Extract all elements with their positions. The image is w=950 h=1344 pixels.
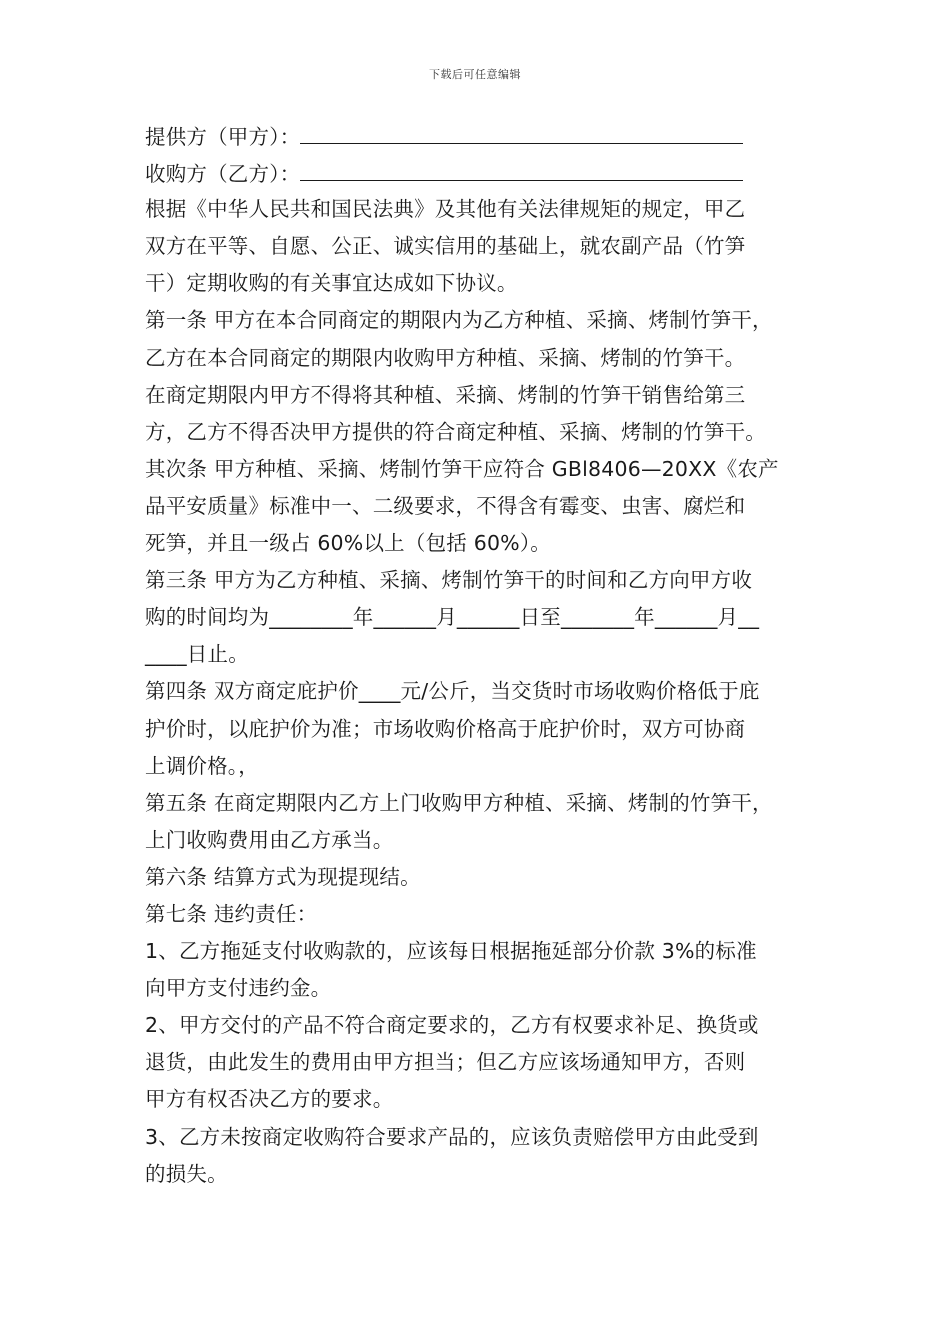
buyer-blank: [300, 154, 743, 181]
article-6-line: 第六条 结算方式为现提现结。: [145, 864, 421, 889]
body-line: 乙方在本合同商定的期限内收购甲方种植、采摘、烤制的竹笋干。: [145, 345, 746, 370]
article-3-line: 第三条 甲方为乙方种植、采摘、烤制竹笋干的时间和乙方向甲方收: [145, 568, 753, 593]
clause-1-line: 1、乙方拖延支付收购款的，应该每日根据拖延部分价款 3%的标准: [145, 939, 757, 964]
body-line: 上调价格。，: [145, 753, 259, 778]
clause-3-line: 3、乙方未按商定收购符合要求产品的，应该负责赔偿甲方由此受到: [145, 1124, 759, 1149]
body-line: 根据《中华人民共和国民法典》及其他有关法律规矩的规定，甲乙: [145, 197, 746, 222]
contract-body: [145, 117, 813, 1193]
article-5-line: 第五条 在商定期限内乙方上门收购甲方种植、采摘、烤制的竹笋干，: [145, 790, 773, 815]
body-line: 向甲方支付违约金。: [145, 976, 332, 1001]
body-line: 上门收购费用由乙方承当。: [145, 827, 394, 852]
body-line: 退货，由此发生的费用由甲方担当；但乙方应该场通知甲方，否则: [145, 1050, 746, 1075]
article-2-line: 其次条 甲方种植、采摘、烤制竹笋干应符合 GBl8406—20XX《农产: [145, 456, 779, 481]
article-7-line: 第七条 违约责任：: [145, 901, 318, 926]
body-line: 购的时间均为________年______月______日至_______年______月__: [145, 605, 760, 630]
body-line: 甲方有权否决乙方的要求。: [145, 1087, 394, 1112]
header-note: 下载后可任意编辑: [429, 68, 521, 81]
buyer-label: 收购方（乙方）：: [145, 162, 301, 187]
body-line: ____日止。: [145, 642, 249, 667]
supplier-blank: [300, 117, 743, 144]
supplier-line: [145, 117, 813, 154]
body-line: 护价时，以庇护价为准；市场收购价格高于庇护价时，双方可协商: [145, 716, 746, 741]
article-1-line: 第一条 甲方在本合同商定的期限内为乙方种植、采摘、烤制竹笋干，: [145, 308, 773, 333]
supplier-label: 提供方（甲方）：: [145, 125, 301, 149]
body-line: 干）定期收购的有关事宜达成如下协议。: [145, 271, 518, 296]
body-line: 方，乙方不得否决甲方提供的符合商定种植、采摘、烤制的竹笋干。: [145, 419, 766, 444]
body-line: 品平安质量》标准中一、二级要求，不得含有霉变、虫害、腐烂和: [145, 493, 746, 518]
body-line: 的损失。: [145, 1161, 228, 1186]
clause-2-line: 2、甲方交付的产品不符合商定要求的，乙方有权要求补足、换货或: [145, 1013, 759, 1038]
body-line: 在商定期限内甲方不得将其种植、采摘、烤制的竹笋干销售给第三: [145, 382, 746, 407]
article-4-line: 第四条 双方商定庇护价____元/公斤，当交货时市场收购价格低于庇: [145, 679, 760, 704]
buyer-line: [145, 154, 813, 191]
body-line: 死笋，并且一级占 60%以上（包括 60%）。: [145, 531, 552, 556]
body-line: 双方在平等、自愿、公正、诚实信用的基础上，就农副产品（竹笋: [145, 234, 746, 259]
